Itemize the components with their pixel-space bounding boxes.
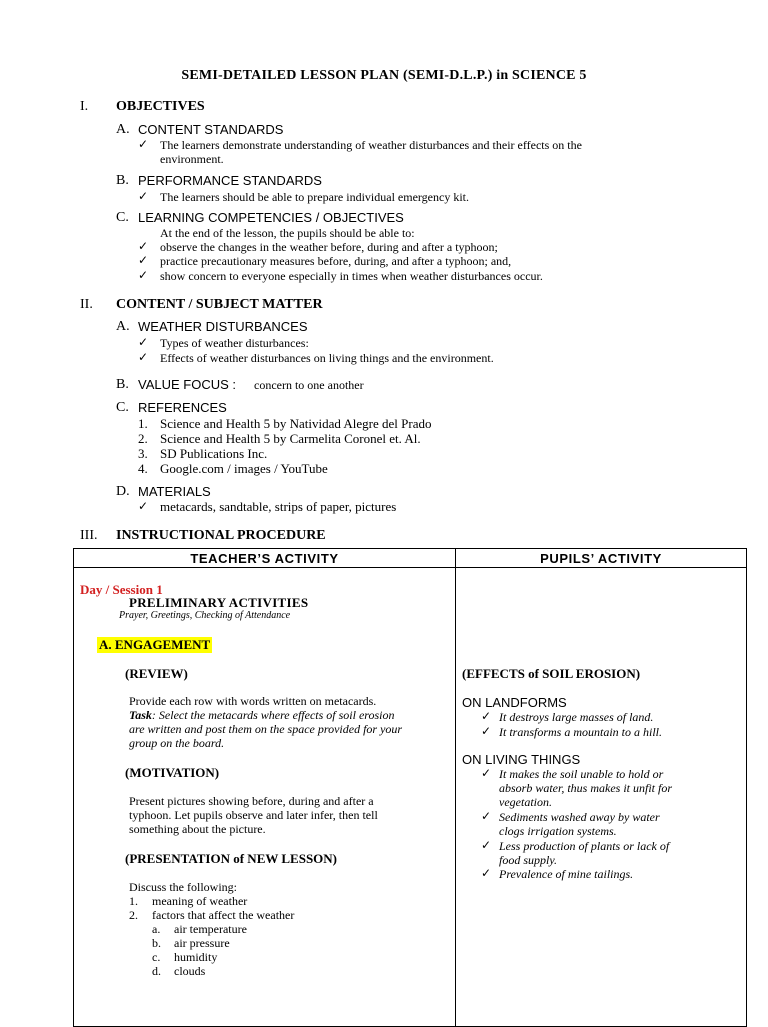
subsection-label: C. [116,210,129,225]
motivation-line: Present pictures showing before, during and after a [129,794,374,808]
value-focus-text: concern to one another [254,378,364,392]
subsection-value-focus: VALUE FOCUS : [138,377,237,392]
task-line: are written and post them on the space provided for your [129,722,403,736]
living-effect: absorb water, thus makes it unfit for [499,781,673,795]
sublist-item: clouds [174,964,206,978]
subsection-references: REFERENCES [138,400,227,415]
reference-item: SD Publications Inc. [160,446,268,461]
section-numeral: I. [80,99,89,114]
competency-item: practice precautionary measures before, during, and after a typhoon; and, [160,254,512,268]
task-line: group on the board. [129,736,225,750]
sublist-letter: c. [152,950,161,964]
performance-standard-text: The learners should be able to prepare individual emergency kit. [160,190,469,204]
living-effect: Less production of plants or lack of [499,839,670,853]
check-icon: ✓ [481,809,492,823]
sublist-item: humidity [174,950,218,964]
check-icon: ✓ [138,268,149,282]
day-session-label: Day / Session 1 [80,582,163,597]
discuss-text: Discuss the following: [129,880,237,894]
sublist-letter: b. [152,936,161,950]
check-icon: ✓ [481,724,492,738]
subsection-learning-competencies: LEARNING COMPETENCIES / OBJECTIVES [138,210,404,225]
subsection-label: D. [116,484,130,499]
review-heading: (REVIEW) [125,666,188,681]
competencies-intro: At the end of the lesson, the pupils should be able to: [160,226,415,240]
living-effect: Prevalence of mine tailings. [499,867,634,881]
check-icon: ✓ [138,335,149,349]
reference-number: 2. [138,431,148,446]
content-standard-text: environment. [160,152,224,166]
living-effect: It makes the soil unable to hold or [499,767,664,781]
subsection-label: B. [116,173,129,188]
check-icon: ✓ [138,499,149,513]
teacher-activity-cell [74,568,456,1027]
pupils-activity-header: PUPILS’ ACTIVITY [456,549,747,568]
list-item: meaning of weather [152,894,248,908]
teacher-activity-header: TEACHER’S ACTIVITY [74,549,456,568]
landform-effect: It destroys large masses of land. [499,710,654,724]
soil-erosion-heading: (EFFECTS of SOIL EROSION) [462,666,641,681]
sublist-letter: d. [152,964,161,978]
motivation-line: something about the picture. [129,822,266,836]
document-title: SEMI-DETAILED LESSON PLAN (SEMI-D.L.P.) in SCIENCE 5 [181,68,587,83]
section-numeral: II. [80,297,93,312]
reference-item: Science and Health 5 by Natividad Alegre del Prado [160,416,432,431]
check-icon: ✓ [481,766,492,780]
list-number: 1. [129,894,138,908]
reference-item: Google.com / images / YouTube [160,461,328,476]
weather-item: Types of weather disturbances: [160,336,309,350]
check-icon: ✓ [138,239,149,253]
preliminary-activities-heading: PRELIMINARY ACTIVITIES [129,595,309,610]
check-icon: ✓ [481,838,492,852]
reference-number: 1. [138,416,148,431]
sublist-letter: a. [152,922,161,936]
motivation-heading: (MOTIVATION) [125,765,220,780]
task-line: : Select the metacards where effects of soil erosion [151,708,395,722]
reference-item: Science and Health 5 by Carmelita Coronel et. Al. [160,431,421,446]
living-effect: Sediments washed away by water [499,810,660,824]
subsection-label: B. [116,377,129,392]
living-effect: food supply. [499,853,558,867]
procedure-table [73,548,747,1027]
subsection-materials: MATERIALS [138,484,211,499]
subsection-label: C. [116,400,129,415]
review-text: Provide each row with words written on metacards. [129,694,377,708]
living-effect: vegetation. [499,795,552,809]
subsection-label: A. [116,122,130,137]
list-number: 2. [129,908,138,922]
list-item: factors that affect the weather [152,908,295,922]
landforms-heading: ON LANDFORMS [462,695,567,710]
check-icon: ✓ [138,189,149,203]
competency-item: observe the changes in the weather before, during and after a typhoon; [160,240,498,254]
content-standard-text: The learners demonstrate understanding of weather disturbances and their effects on the [160,138,582,152]
check-icon: ✓ [138,253,149,267]
preliminary-activities-sub: Prayer, Greetings, Checking of Attendance [119,610,291,621]
presentation-heading: (PRESENTATION of NEW LESSON) [125,851,338,866]
check-icon: ✓ [138,350,149,364]
engagement-heading: A. ENGAGEMENT [99,637,211,652]
subsection-content-standards: CONTENT STANDARDS [138,122,284,137]
section-heading-procedure: INSTRUCTIONAL PROCEDURE [116,528,326,543]
task-label: Task [129,708,152,722]
check-icon: ✓ [481,709,492,723]
pupils-activity-cell [456,568,747,1027]
section-heading-content: CONTENT / SUBJECT MATTER [116,297,323,312]
subsection-weather-disturbances: WEATHER DISTURBANCES [138,319,308,334]
subsection-performance-standards: PERFORMANCE STANDARDS [138,173,322,188]
sublist-item: air pressure [174,936,230,950]
subsection-label: A. [116,319,130,334]
living-things-heading: ON LIVING THINGS [462,752,581,767]
sublist-item: air temperature [174,922,247,936]
motivation-line: typhoon. Let pupils observe and later infer, then tell [129,808,378,822]
section-heading-objectives: OBJECTIVES [116,99,205,114]
section-numeral: III. [80,528,98,543]
competency-item: show concern to everyone especially in times when weather disturbances occur. [160,269,543,283]
reference-number: 3. [138,446,148,461]
weather-item: Effects of weather disturbances on living things and the environment. [160,351,494,365]
check-icon: ✓ [138,137,149,151]
reference-number: 4. [138,461,148,476]
living-effect: clogs irrigation systems. [499,824,617,838]
check-icon: ✓ [481,866,492,880]
task-text [129,708,395,723]
materials-text: metacards, sandtable, strips of paper, pictures [160,499,397,514]
landform-effect: It transforms a mountain to a hill. [499,725,663,739]
